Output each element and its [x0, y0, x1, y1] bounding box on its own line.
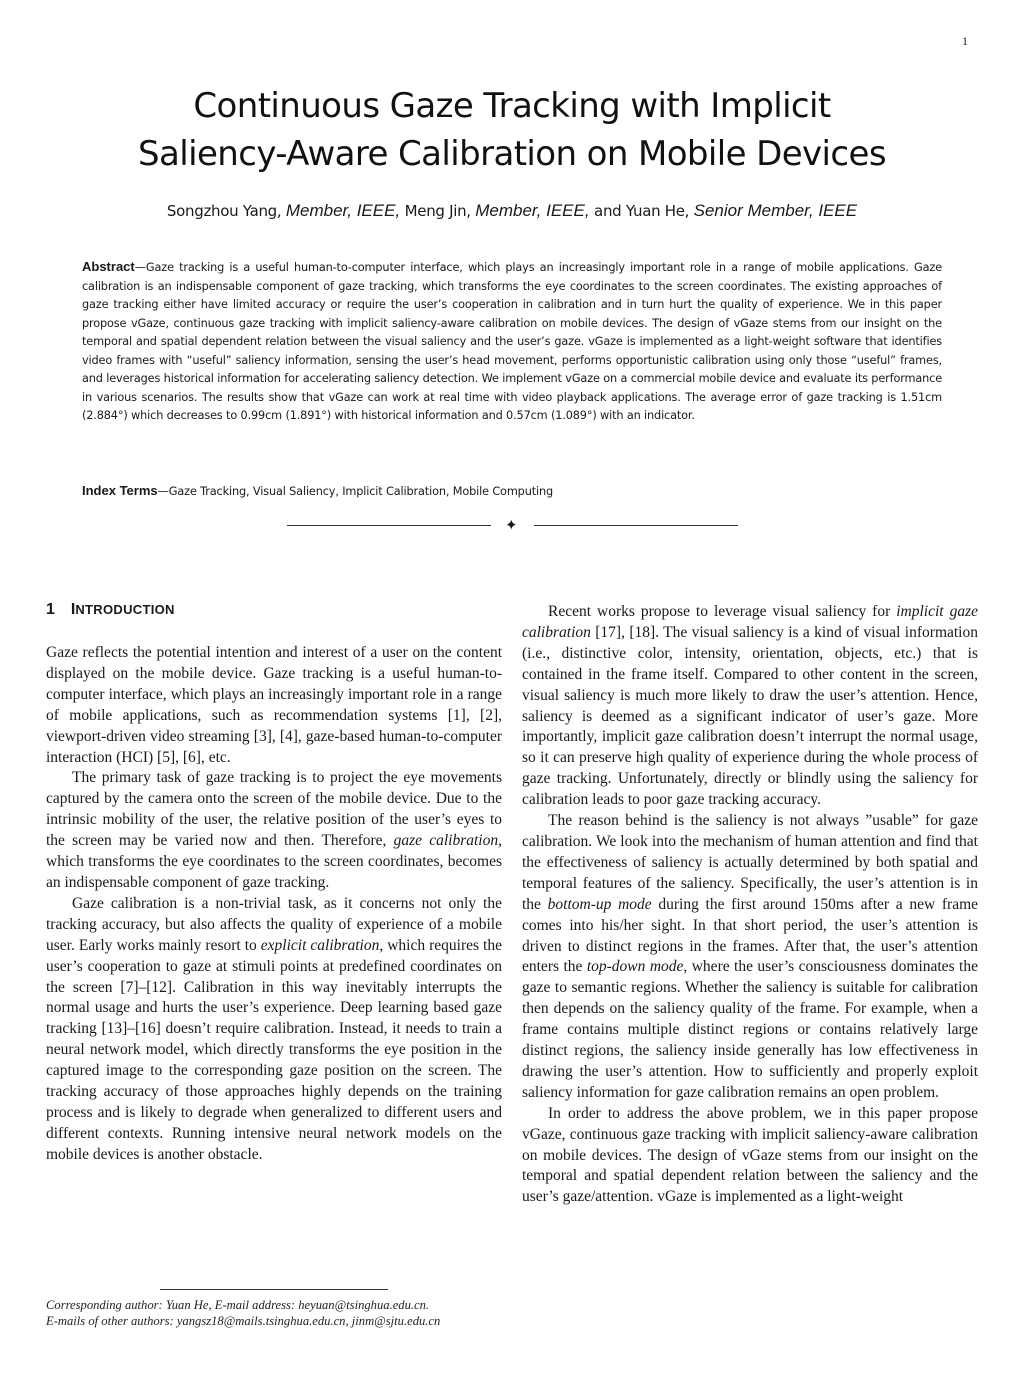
page-number: 1 — [962, 34, 968, 48]
abstract-dash: — — [134, 261, 146, 274]
paragraph-text: , where the user’s consciousness dominates the gaze to semantic regions. Whether the saliency is suitable for calibration then depends on the saliency quality of the frame. For example, when a frame contains multiple distinct regions or contains relatively large distinct regions, the saliency inside generally has low effectiveness in drawing the user’s attention. How to sufficiently and properly exploit saliency information for gaze calibration remains an open problem. — [522, 958, 978, 1101]
section-title-rest: NTRODUCTION — [75, 602, 175, 617]
author-list — [0, 201, 1024, 221]
section-number: 1 — [46, 601, 55, 618]
emphasis-term: implicit gaze calibration — [522, 603, 978, 641]
abstract-label: Abstract — [82, 259, 135, 274]
section-heading — [46, 601, 175, 619]
author-affiliation: Member, IEEE, — [475, 201, 590, 220]
paragraph-text: , which transforms the eye coordinates to the screen coordinates, becomes an indispensable component of gaze tracking. — [46, 832, 502, 891]
paragraph — [46, 768, 502, 893]
divider-diamond-icon: ✦ — [505, 516, 518, 534]
emphasis-term: gaze calibration — [393, 832, 499, 850]
footnote — [46, 1297, 506, 1329]
section-title-initial: I — [70, 601, 76, 618]
author-affiliation: Member, IEEE, — [285, 201, 401, 220]
footnote-line: E-mails of other authors: yangsz18@mails.tsinghua.edu.cn, jinm@sjtu.edu.cn — [46, 1314, 441, 1328]
footnote-line: Corresponding author: Yuan He, E-mail address: heyuan@tsinghua.edu.cn. — [46, 1298, 430, 1312]
paragraph-text: Recent works propose to leverage visual saliency for — [548, 603, 897, 620]
emphasis-term: explicit calibration — [260, 936, 380, 954]
index-terms-label: Index Terms — [82, 483, 158, 498]
paragraph-text: The primary task of gaze tracking is to project the eye movements captured by the camera onto the screen of the mobile device. Due to the intrinsic mobility of the user, the relative position of the user’s eyes to the screen may be varied now and then. Therefore, — [46, 769, 502, 850]
section-divider — [287, 516, 738, 534]
index-terms-text: Gaze Tracking, Visual Saliency, Implicit Calibration, Mobile Computing — [168, 485, 553, 498]
paragraph-text: during the first around 150ms after a new frame comes into his/her sight. In that short period, the user’s attention is driven to distinct regions in the frames. After that, the user’s attention enters the — [522, 895, 979, 976]
left-column — [46, 643, 502, 1166]
paragraph-text: Gaze calibration is a non-trivial task, as it concerns not only the tracking accuracy, but also affects the quality of experience of a mobile user. Early works mainly resort to — [46, 894, 502, 954]
emphasis-term: top-down mode — [586, 958, 684, 976]
abstract — [82, 258, 942, 426]
abstract-text: Gaze tracking is a useful human-to-computer interface, which plays an increasingly important role in a range of mobile applications. Gaze calibration is an indispensable component of gaze tracking, which transforms the eye coordinates to the screen coordinates. The existing approaches of gaze tracking either have limited accuracy or require the user’s cooperation in calibration and in turn hurt the quality of experience. We in this paper propose vGaze, continuous gaze tracking with implicit saliency-aware calibration on mobile devices. The design of vGaze stems from our insight on the temporal and spatial dependent relation between the visual saliency and the user’s gaze. vGaze is implemented as a light-weight software that identifies video frames with “useful” saliency information, sensing the user’s head movement, performs opportunistic calibration using only those “useful” frames, and leverages historical information for accelerating saliency detection. We implement vGaze on a commercial mobile device and evaluate its performance in various scenarios. The results show that vGaze can work at real time with video playback applications. The average error of gaze tracking is 1.51cm (2.884°) which decreases to 0.99cm (1.891°) with historical information and 0.57cm (1.089°) with an indicator. — [82, 261, 942, 422]
author-conjunction: and — [594, 202, 622, 220]
index-terms-dash: — — [157, 485, 169, 498]
footnote-rule — [160, 1289, 388, 1290]
paragraph-text: , which requires the user’s cooperation to gaze at stimuli points at predefined coordinates on the screen [7]–[12]. Calibration in this way inevitably interrupts the normal usage and hurts the user’s experience. Deep learning based gaze tracking [13]–[16] doesn’t require calibration. Instead, it needs to train a neural network model, which directly transforms the eye position in the captured image to the corresponding gaze position on the screen. The tracking accuracy of those approaches highly depends on the training process and is likely to degrade when generalized to different users and different contexts. Running intensive neural network models on the mobile devices is another obstacle. — [46, 936, 502, 1163]
divider-line-left — [287, 525, 491, 526]
author-affiliation: Senior Member, IEEE — [693, 201, 858, 220]
author-name: Yuan He, — [625, 202, 690, 220]
emphasis-term: bottom-up mode — [547, 895, 652, 913]
paragraph — [522, 811, 978, 1104]
index-terms — [82, 483, 942, 498]
title-line-2: Saliency-Aware Calibration on Mobile Devices — [138, 134, 886, 174]
paragraph — [522, 602, 978, 811]
title-line-1: Continuous Gaze Tracking with Implicit — [193, 86, 831, 126]
paragraph: Gaze reflects the potential intention and interest of a user on the content displayed on the mobile device. Gaze tracking is a useful human-to-computer interface, which plays an increasingly important role in a range of mobile applications, such as recommendation systems [1], [2], viewport-driven video streaming [3], [4], gaze-based human-to-computer interaction (HCI) [5], [6], etc. — [46, 644, 502, 766]
divider-line-right — [534, 525, 738, 526]
paragraph-text: The reason behind is the saliency is not always ”usable” for gaze calibration. We look into the mechanism of human attention and find that the effectiveness of saliency is actually determined by both spatial and temporal features of the saliency. Specifically, the user’s attention is in the — [522, 812, 978, 913]
author-name: Meng Jin, — [404, 202, 471, 220]
paragraph-text: [17], [18]. The visual saliency is a kind of visual information (i.e., distinctive color, intensity, orientation, objects, etc.) that is contained in the frame itself. Compared to other content in the screen, visual saliency is much more likely to draw the user’s attention. Hence, saliency is deemed as a significant indicator of user’s gaze. More importantly, implicit gaze calibration doesn’t interrupt the normal usage, so it can preserve high quality of experience during the whole process of gaze tracking. Unfortunately, directly or blindly using the saliency for calibration leads to poor gaze tracking accuracy. — [522, 623, 978, 809]
paper-title — [0, 82, 1024, 178]
author-name: Songzhou Yang, — [166, 202, 282, 220]
right-column — [522, 602, 978, 1208]
paragraph: In order to address the above problem, we in this paper propose vGaze, continuous gaze tracking with implicit saliency-aware calibration on mobile devices. The design of vGaze stems from our insight on the temporal and spatial dependent relation between the saliency and the user’s gaze/attention. vGaze is implemented as a light-weight — [522, 1104, 978, 1206]
paragraph — [46, 894, 502, 1166]
